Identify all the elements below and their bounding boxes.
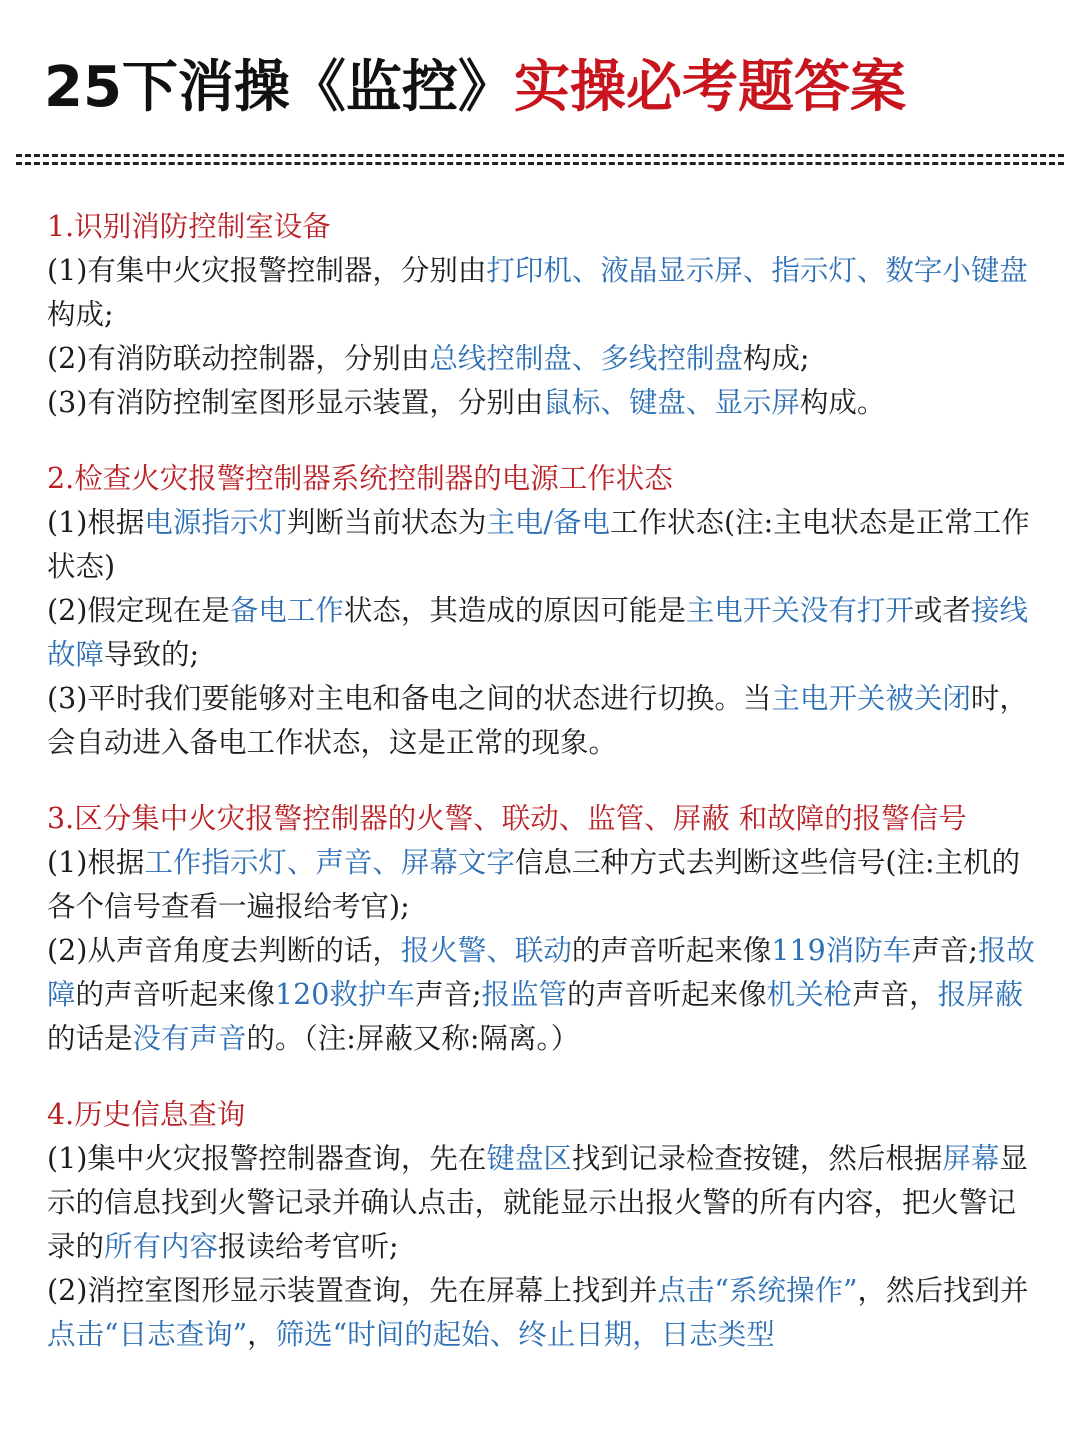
text-segment: (2)从声音角度去判断的话， (47, 934, 401, 967)
dashed-divider-top (16, 154, 1064, 157)
highlighted-term: 机关枪 (766, 978, 853, 1011)
text-segment: 构成; (742, 342, 810, 375)
highlighted-term: 点击“日志查询” (47, 1318, 248, 1351)
highlighted-term: 电源指示灯 (144, 506, 287, 539)
section-2-paragraph-3 (47, 677, 1037, 765)
highlighted-term: 备电工作 (229, 594, 344, 627)
text-segment: (1)集中火灾报警控制器查询，先在 (47, 1142, 487, 1175)
text-segment: 信息三种方式去判断这些信号(注:主机的各个信号查看一遍报给考官); (47, 846, 1021, 923)
text-segment: (3)平时我们要能够对主电和备电之间的状态进行切换。当 (47, 682, 772, 715)
text-segment: (1)根据 (47, 846, 145, 879)
text-segment: 构成; (47, 298, 114, 331)
highlighted-term: 点击“系统操作” (657, 1274, 858, 1307)
text-segment: 工作状态(注:主电状态是正常工作状态) (47, 506, 1030, 583)
content-body (47, 205, 1037, 1389)
section-1 (47, 205, 1037, 425)
section-4 (47, 1093, 1037, 1357)
text-segment: 显示的信息找到火警记录并确认点击，就能显示出报火警的所有内容，把火警记录的 (47, 1142, 1028, 1263)
highlighted-term: 报故障 (47, 934, 1035, 1011)
text-segment: 找到记录检查按键，然后根据 (571, 1142, 943, 1175)
text-segment: (2)有消防联动控制器，分别由 (47, 342, 430, 375)
section-2 (47, 457, 1037, 765)
highlighted-term: 筛选“时间的起始、终止日期，日志类型 (275, 1318, 775, 1351)
highlighted-term: 119消防车 (771, 934, 912, 967)
page-title (44, 40, 906, 136)
section-4-paragraph-2 (47, 1269, 1037, 1357)
highlighted-term: 报火警、联动 (400, 934, 572, 967)
text-segment: 构成。 (799, 386, 886, 419)
text-segment: 的话是 (47, 1022, 133, 1055)
text-segment: 的声音听起来像 (567, 978, 767, 1011)
highlighted-term: 120救护车 (275, 978, 415, 1011)
text-segment: 的。（注:屏蔽又称:隔离。） (246, 1022, 580, 1055)
page-header (0, 0, 1080, 150)
highlighted-term: 所有内容 (104, 1230, 219, 1263)
highlighted-term: 键盘区 (486, 1142, 572, 1175)
title-red-part: 实操必考题答案 (513, 55, 906, 120)
text-segment: 的声音听起来像 (571, 934, 772, 967)
text-segment: (2)假定现在是 (47, 594, 230, 627)
text-segment: 或者 (913, 594, 971, 627)
section-4-paragraph-1 (47, 1137, 1037, 1269)
text-segment: 报读给考官听; (218, 1230, 399, 1263)
text-segment: 声音; (911, 934, 978, 967)
text-segment: (1)根据 (47, 506, 145, 539)
text-segment: 导致的; (104, 638, 200, 671)
highlighted-term: 打印机、液晶显示屏、指示灯、数字小键盘 (486, 254, 1028, 287)
section-1-paragraph-3 (47, 381, 1037, 425)
title-black-part: 25下消操《监控》 (44, 55, 514, 120)
highlighted-term: 主电/备电 (486, 506, 611, 539)
section-3-paragraph-2 (47, 929, 1037, 1061)
highlighted-term: 鼠标、键盘、显示屏 (543, 386, 800, 419)
highlighted-term: 接线故障 (47, 594, 1028, 671)
section-title: 4.历史信息查询 (47, 1098, 246, 1131)
text-segment: 判断当前状态为 (286, 506, 487, 539)
text-segment: 声音; (414, 978, 482, 1011)
highlighted-term: 报监管 (481, 978, 568, 1011)
highlighted-term: 没有声音 (132, 1022, 247, 1055)
text-segment: ， (247, 1318, 276, 1351)
section-3 (47, 797, 1037, 1061)
highlighted-term: 主电开关被关闭 (771, 682, 971, 715)
text-segment: (3)有消防控制室图形显示装置，分别由 (47, 386, 544, 419)
highlighted-term: 工作指示灯、声音、屏幕文字 (144, 846, 515, 879)
highlighted-term: 主电开关没有打开 (685, 594, 914, 627)
text-segment: 状态，其造成的原因可能是 (343, 594, 686, 627)
text-segment: 时，会自动进入备电工作状态，这是正常的现象。 (47, 682, 1028, 759)
section-title: 1.识别消防控制室设备 (47, 210, 331, 243)
text-segment: 的声音听起来像 (75, 978, 276, 1011)
text-segment: (2)消控室图形显示装置查询，先在屏幕上找到并 (47, 1274, 658, 1307)
section-title: 3.区分集中火灾报警控制器的火警、联动、监管、屏蔽 和故障的报警信号 (47, 802, 967, 835)
highlighted-term: 报屏蔽 (937, 978, 1024, 1011)
dashed-divider-bottom (16, 162, 1064, 165)
text-segment: (1)有集中火灾报警控制器，分别由 (47, 254, 487, 287)
section-2-paragraph-2 (47, 589, 1037, 677)
highlighted-term: 屏幕 (942, 1142, 1000, 1175)
section-title: 2.检查火灾报警控制器系统控制器的电源工作状态 (47, 462, 673, 495)
text-segment: ，然后找到并 (857, 1274, 1029, 1307)
section-2-paragraph-1 (47, 501, 1037, 589)
section-1-paragraph-1 (47, 249, 1037, 337)
section-1-paragraph-2 (47, 337, 1037, 381)
section-3-paragraph-1 (47, 841, 1037, 929)
highlighted-term: 总线控制盘、多线控制盘 (429, 342, 743, 375)
text-segment: 声音， (852, 978, 938, 1011)
